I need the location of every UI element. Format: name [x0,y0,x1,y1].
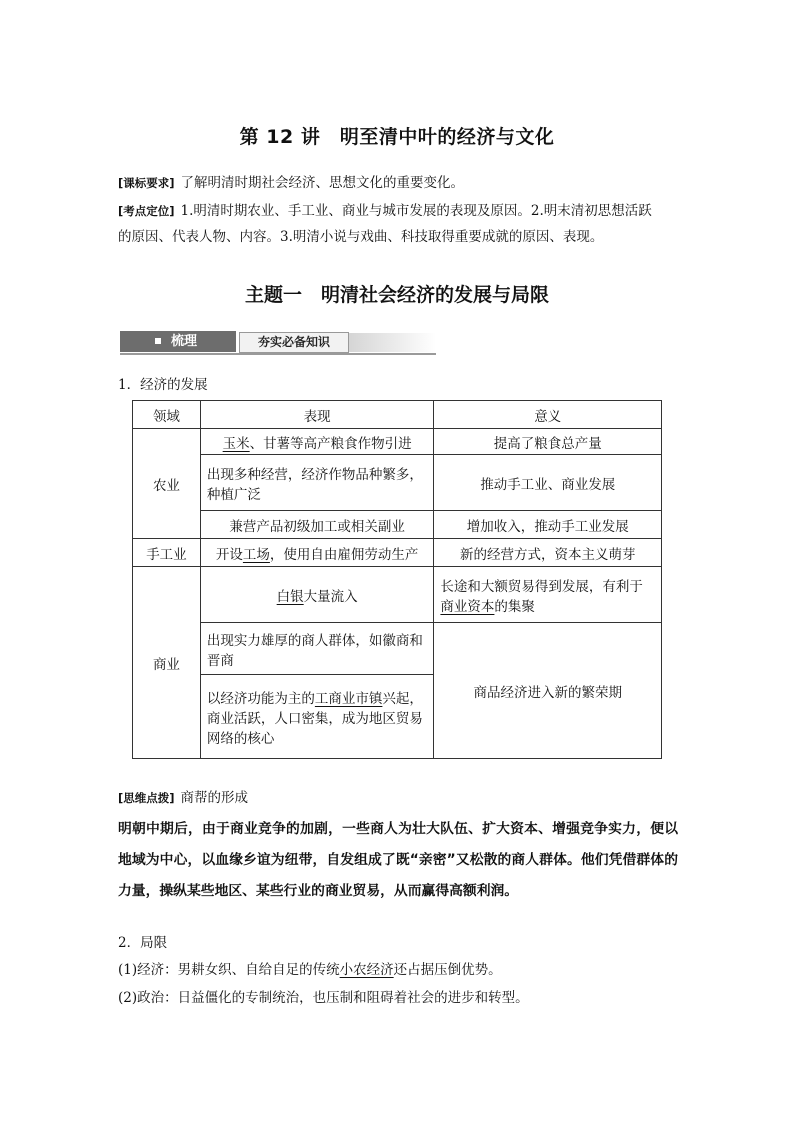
banner-rule [120,353,436,355]
requirement-tag: [课标要求] [118,176,175,190]
table-row [133,511,662,539]
limitation-politics: (2)政治：日益僵化的专制统治，也压制和阻碍着社会的进步和转型。 [118,990,529,1006]
commerce-significance-2: 商品经济进入新的繁荣期 [434,623,662,759]
requirement-text: 了解明清时期社会经济、思想文化的重要变化。 [180,175,465,191]
field-handicraft: 手工业 [133,539,201,567]
tip-title: 商帮的形成 [180,790,249,806]
positioning-line-2: 的原因、代表人物、内容。3.明清小说与戏曲、科技取得重要成就的原因、表现。 [118,229,604,245]
header-significance: 意义 [434,401,662,429]
banner-subtitle: 夯实必备知识 [239,332,349,353]
table-row [133,455,662,511]
commerce-significance-1: 长途和大额贸易得到发展，有利于商业资本的集聚 [434,567,662,623]
banner-shade [349,333,436,352]
table-row [133,567,662,623]
agri-significance-1: 提高了粮食总产量 [434,429,662,455]
tip-tag: [思维点拨] [118,791,175,805]
agri-performance-1: 玉米、甘薯等高产粮食作物引进 [200,429,434,455]
thinking-tip [118,786,248,806]
craft-significance: 新的经营方式，资本主义萌芽 [434,539,662,567]
agri-significance-3: 增加收入，推动手工业发展 [434,511,662,539]
positioning-line-1: [考点定位] 1.明清时期农业、手工业、商业与城市发展的表现及原因。2.明末清初思想活跃 [118,203,652,219]
curriculum-requirement [118,170,678,196]
commerce-performance-3: 以经济功能为主的工商业市镇兴起，商业活跃，人口密集，成为地区贸易网络的核心 [200,675,434,759]
economy-table [132,400,662,759]
table-row [133,539,662,567]
agri-performance-3: 兼营产品初级加工或相关副业 [200,511,434,539]
square-bullet-icon [155,338,161,344]
header-performance: 表现 [200,401,434,429]
exam-positioning [118,198,678,250]
craft-performance: 开设工场，使用自由雇佣劳动生产 [200,539,434,567]
agri-significance-2: 推动手工业、商业发展 [434,455,662,511]
section-banner [120,331,436,355]
header-field: 领域 [133,401,201,429]
commerce-performance-1: 白银大量流入 [200,567,434,623]
commerce-performance-2: 出现实力雄厚的商人群体，如徽商和晋商 [200,623,434,675]
tip-body: 明朝中期后，由于商业竞争的加剧，一些商人为壮大队伍、扩大资本、增强竞争实力，便以地域为中心，以血缘乡谊为纽带，自发组成了既“亲密”又松散的商人群体。他们凭借群体的力量，操纵某些地区、某些行业的商业贸易，从而赢得高额利润。 [118,821,678,899]
banner-label: 梳理 [120,331,236,352]
agri-performance-2: 出现多种经营，经济作物品种繁多，种植广泛 [200,455,434,511]
table-row [133,429,662,455]
positioning-tag: [考点定位] [118,204,175,218]
section-heading-2: 2．局限 [118,935,168,951]
field-commerce: 商业 [133,567,201,759]
table-header-row [133,401,662,429]
theme-title: 主题一 明清社会经济的发展与局限 [244,284,549,306]
field-agriculture: 农业 [133,429,201,539]
lesson-title: 第 12 讲 明至清中叶的经济与文化 [239,126,555,148]
table-row [133,623,662,675]
section-heading-1: 1．经济的发展 [118,377,208,393]
limitation-economy: (1)经济：男耕女织、自给自足的传统小农经济还占据压倒优势。 [118,962,502,978]
